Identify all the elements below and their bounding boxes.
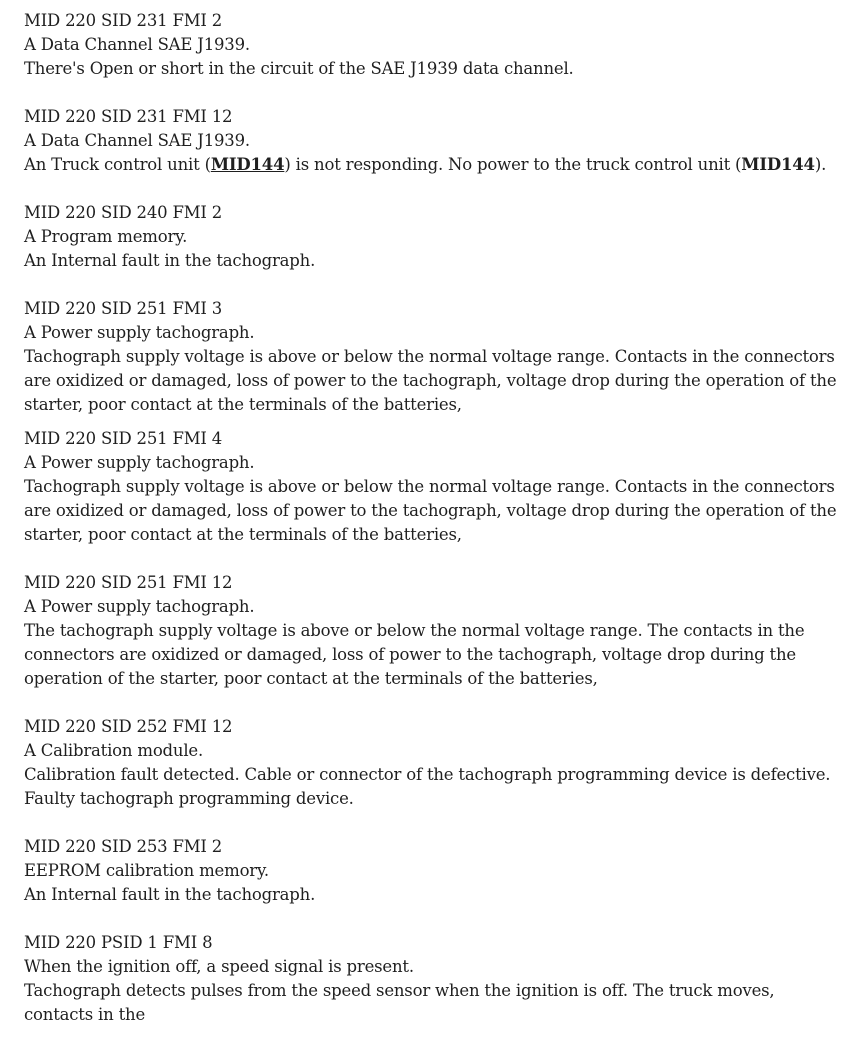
fault-component: A Power supply tachograph.: [24, 453, 255, 472]
fault-code: MID 220 SID 231 FMI 2: [24, 11, 223, 30]
fault-code-document: [24, 9, 839, 1051]
fault-entry: [24, 9, 839, 81]
fault-code: MID 220 PSID 1 FMI 8: [24, 933, 213, 952]
fault-code: MID 220 SID 231 FMI 12: [24, 107, 233, 126]
fault-description: Tachograph detects pulses from the speed sensor when the ignition is off. The truck moves, contacts in the: [24, 981, 775, 1024]
fault-entry: [24, 715, 839, 811]
fault-code: MID 220 SID 251 FMI 4: [24, 429, 223, 448]
fault-code: MID 220 SID 251 FMI 3: [24, 299, 223, 318]
fault-description: An Internal fault in the tachograph.: [24, 251, 316, 270]
fault-entry: [24, 201, 839, 273]
mid144-bold-text: MID144: [741, 155, 815, 174]
description-text: An Truck control unit (: [24, 155, 211, 174]
fault-component: A Calibration module.: [24, 741, 204, 760]
fault-description: There's Open or short in the circuit of the SAE J1939 data channel.: [24, 59, 574, 78]
fault-code: MID 220 SID 253 FMI 2: [24, 837, 223, 856]
fault-description: The tachograph supply voltage is above or below the normal voltage range. The contacts in the connectors are oxidized or damaged, loss of power to the tachograph, voltage drop during the operation of the starter, poor contact at the terminals of the batteries,: [24, 621, 805, 688]
fault-description: Tachograph supply voltage is above or below the normal voltage range. Contacts in the connectors are oxidized or damaged, loss of power to the tachograph, voltage drop during the operation of the starter, poor contact at the terminals of the batteries,: [24, 477, 837, 544]
fault-entry: [24, 297, 839, 417]
fault-description: Tachograph supply voltage is above or below the normal voltage range. Contacts in the connectors are oxidized or damaged, loss of power to the tachograph, voltage drop during the operation of the starter, poor contact at the terminals of the batteries,: [24, 347, 837, 414]
fault-description: An Internal fault in the tachograph.: [24, 885, 316, 904]
description-text: ) is not responding. No power to the truck control unit (: [284, 155, 742, 174]
fault-description: Calibration fault detected. Cable or connector of the tachograph programming device is defective. Faulty tachograph programming device.: [24, 765, 831, 808]
fault-component: A Program memory.: [24, 227, 188, 246]
description-text: ).: [814, 155, 827, 174]
fault-code: MID 220 SID 240 FMI 2: [24, 203, 223, 222]
fault-entry: [24, 427, 839, 547]
fault-component: A Data Channel SAE J1939.: [24, 131, 250, 150]
fault-component: A Power supply tachograph.: [24, 323, 255, 342]
fault-entry: [24, 105, 839, 177]
fault-component: When the ignition off, a speed signal is present.: [24, 957, 414, 976]
fault-description: [24, 153, 839, 177]
fault-code: MID 220 SID 252 FMI 12: [24, 717, 233, 736]
fault-component: A Power supply tachograph.: [24, 597, 255, 616]
fault-component: A Data Channel SAE J1939.: [24, 35, 250, 54]
fault-code: MID 220 SID 251 FMI 12: [24, 573, 233, 592]
fault-component: EEPROM calibration memory.: [24, 861, 269, 880]
fault-entry: [24, 931, 839, 1027]
mid144-link[interactable]: MID144: [210, 155, 285, 174]
fault-entry: [24, 835, 839, 907]
fault-entry: [24, 571, 839, 691]
